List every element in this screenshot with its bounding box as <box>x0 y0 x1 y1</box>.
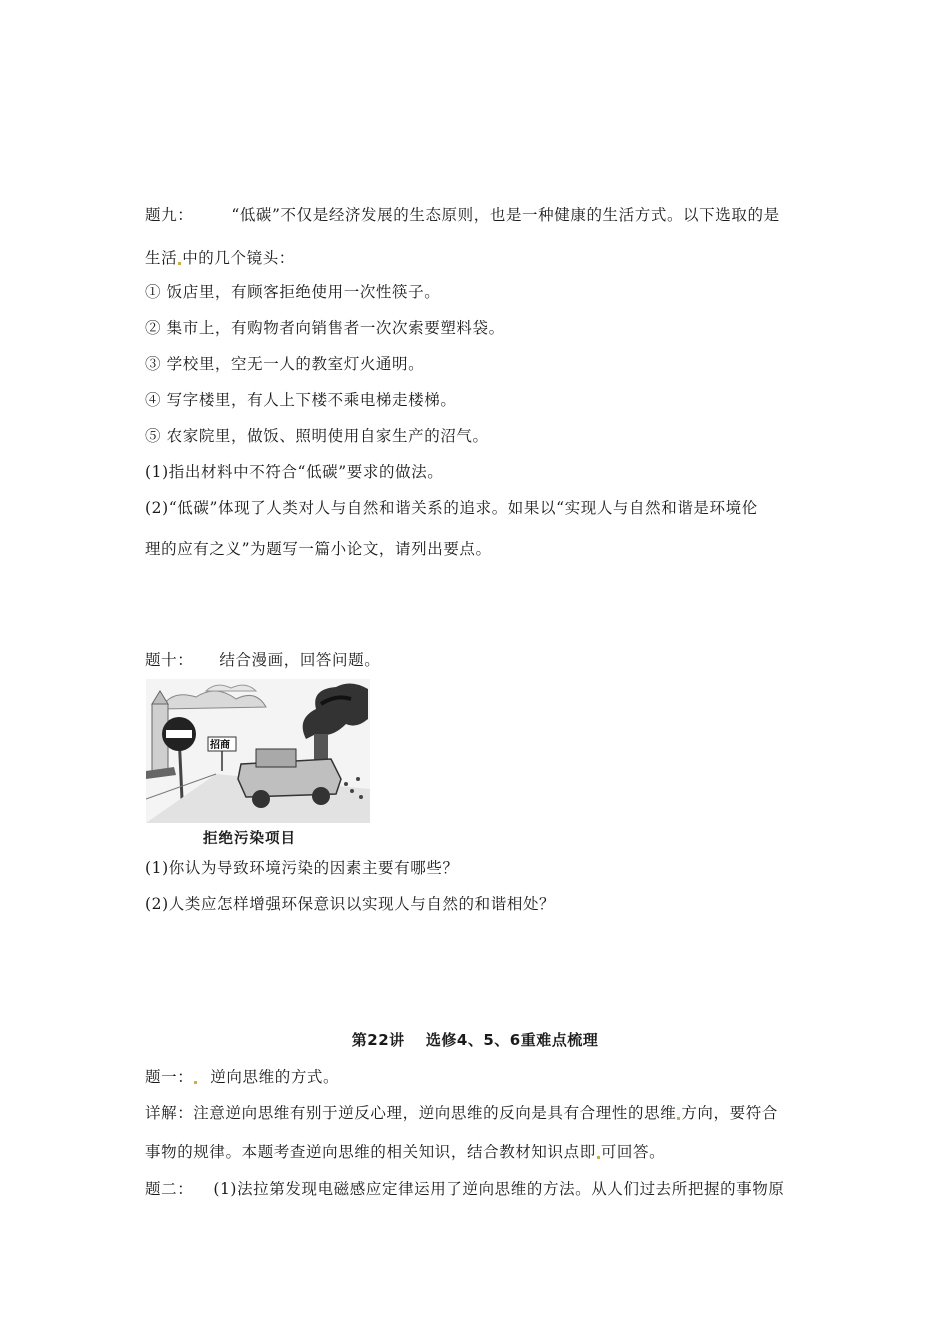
a1-detail-line1 <box>145 1101 778 1123</box>
a1-detail-line2 <box>145 1140 665 1162</box>
a2-label: 题二： <box>145 1180 194 1198</box>
q9-sub2-line1: (2)“低碳”体现了人类对人与自然和谐关系的追求。如果以“实现人与自然和谐是环境伦 <box>145 499 758 517</box>
q9-line2 <box>145 246 295 268</box>
a2-answer: (1)法拉第发现电磁感应定律运用了逆向思维的方法。从人们过去所把握的事物原 <box>213 1180 785 1198</box>
a1-detail2-part-b: 可回答。 <box>600 1143 666 1161</box>
q9-line1 <box>145 203 780 225</box>
a1-label: 题一： <box>145 1068 194 1086</box>
q9-item-5: ⑤ 农家院里，做饭、照明使用自家生产的沼气。 <box>145 427 489 445</box>
q9-item-2: ② 集市上，有购物者向销售者一次次索要塑料袋。 <box>145 319 505 337</box>
marker-dot <box>597 1156 600 1159</box>
q9-item-4: ④ 写字楼里，有人上下楼不乘电梯走楼梯。 <box>145 391 457 409</box>
q10-label: 题十： <box>145 651 194 669</box>
q9-line2-part-b: 中的几个镜头： <box>182 249 295 267</box>
a1-detail-part-a: 详解：注意逆向思维有别于逆反心理，逆向思维的反向是具有合理性的思维 <box>145 1104 677 1122</box>
marker-dot <box>178 262 181 265</box>
section-title: 第22讲 选修4、5、6重难点梳理 <box>351 1031 599 1049</box>
cartoon-caption: 拒绝污染项目 <box>203 831 296 847</box>
q9-sub1: (1)指出材料中不符合“低碳”要求的做法。 <box>145 463 444 481</box>
marker-dot <box>194 1081 197 1084</box>
marker-dot <box>677 1117 680 1120</box>
a2-line <box>145 1177 784 1199</box>
a1-answer: 逆向思维的方式。 <box>210 1068 340 1086</box>
q10-sub2: (2)人类应怎样增强环保意识以实现人与自然的和谐相处？ <box>145 895 556 913</box>
q10-sub1: (1)你认为导致环境污染的因素主要有哪些？ <box>145 859 459 877</box>
q9-item-3: ③ 学校里，空无一人的教室灯火通明。 <box>145 355 425 373</box>
q9-item-1: ① 饭店里，有顾客拒绝使用一次性筷子。 <box>145 283 441 301</box>
q9-line2-part-a: 生活 <box>145 249 178 267</box>
a1-line <box>145 1065 339 1087</box>
q9-stem: “低碳”不仅是经济发展的生态原则，也是一种健康的生活方式。以下选取的是 <box>231 206 780 224</box>
cartoon-sign-text: 招商 <box>210 740 230 751</box>
a1-detail-part-b: 方向，要符合 <box>681 1104 778 1122</box>
q10-stem: 结合漫画，回答问题。 <box>219 651 381 669</box>
pollution-cartoon <box>146 679 370 823</box>
q9-sub2-line2: 理的应有之义”为题写一篇小论文，请列出要点。 <box>145 540 492 558</box>
a1-detail2-part-a: 事物的规律。本题考查逆向思维的相关知识，结合教材知识点即 <box>145 1143 596 1161</box>
q10-line <box>145 648 380 670</box>
q9-label: 题九： <box>145 206 194 224</box>
